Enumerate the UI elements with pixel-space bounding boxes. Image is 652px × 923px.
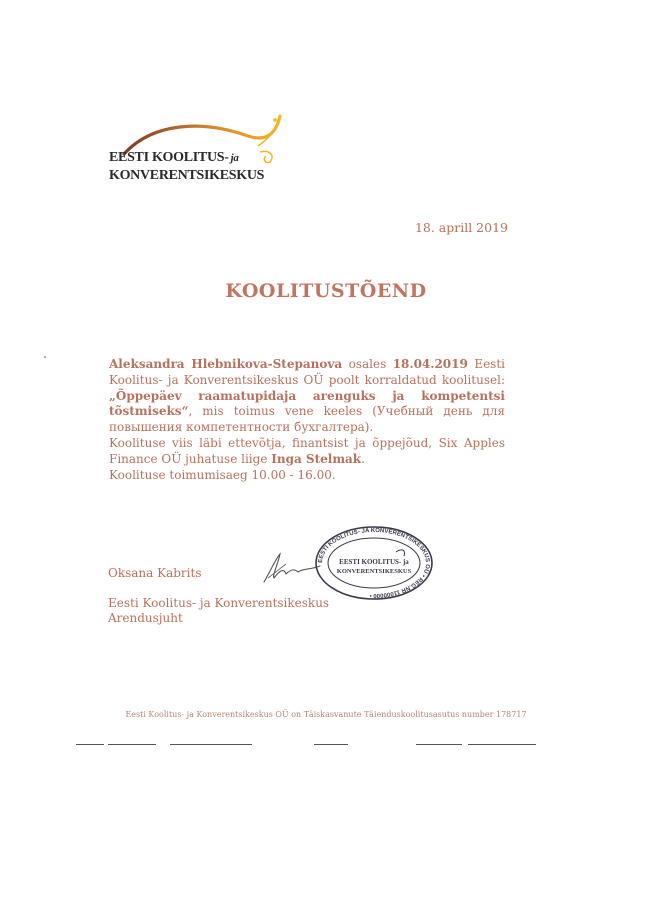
signatory-details [108,596,329,626]
company-logo [108,112,308,192]
course-title: „Õppepäev raamatupidaja arenguks ja kompetentsi tõstmiseks“ [109,388,505,419]
body-text-2: Eesti Koolitus- ja Konverentsikeskus OÜ poolt korraldatud koolitusel: [109,357,506,387]
stamp-ring-text: EESTI KOOLITUS- JA KONVERENTSIKESKUS OÜ • REG.NR 11000000 • [317,527,431,599]
logo-ja: ja [230,152,239,164]
participant-name: Aleksandra Hlebnikova-Stepanova [109,357,343,371]
course-date: 18.04.2019 [392,357,468,371]
trainer-name: Inga Stelmak [271,451,362,466]
trainer-intro: Koolituse viis läbi ettevõtja, finantsist ja õppejõud, Six Apples Finance OÜ juhatuse liige [109,435,505,466]
signatory-role: Arendusjuht [108,611,183,625]
trainer-end: . [361,451,365,466]
divider-segment [314,744,348,745]
footer-divider [76,744,536,748]
document-date: 18. aprill 2019 [414,220,508,235]
certificate-body [109,357,505,483]
body-paragraph-1 [109,357,505,436]
company-stamp [312,522,436,604]
page-title: KOOLITUSTÕEND [225,280,427,302]
divider-segment [170,744,252,745]
logo-text-line2: KONVERENTSIKESKUS [109,168,265,183]
stamp-center-line1: EESTI KOOLITUS- ja [339,558,409,566]
scan-speck [44,356,46,358]
signatory-name: Oksana Kabrits [108,566,202,580]
divider-segment [468,744,536,745]
stamp-center-line2: KONVERENTSIKESKUS [336,568,412,575]
logo-text-line1: EESTI KOOLITUS- ja [109,150,239,165]
footer-note: Eesti Koolitus- ja Konverentsikeskus OÜ on Täiskasvanute Täienduskoolitusasutus number 178717 [125,710,527,719]
body-text-3: , mis toimus vene keeles (Учебный день для повышения компетентности бухгалтера). [109,404,505,435]
signatory-org: Eesti Koolitus- ja Konverentsikeskus [108,596,330,610]
divider-segment [108,744,156,745]
body-text-1: osales [342,357,393,371]
stamp-logo-icon [396,550,405,556]
body-paragraph-2 [109,436,505,468]
divider-segment [76,744,104,745]
divider-segment [416,744,462,745]
body-paragraph-3: Koolituse toimumisaeg 10.00 - 16.00. [109,467,336,482]
